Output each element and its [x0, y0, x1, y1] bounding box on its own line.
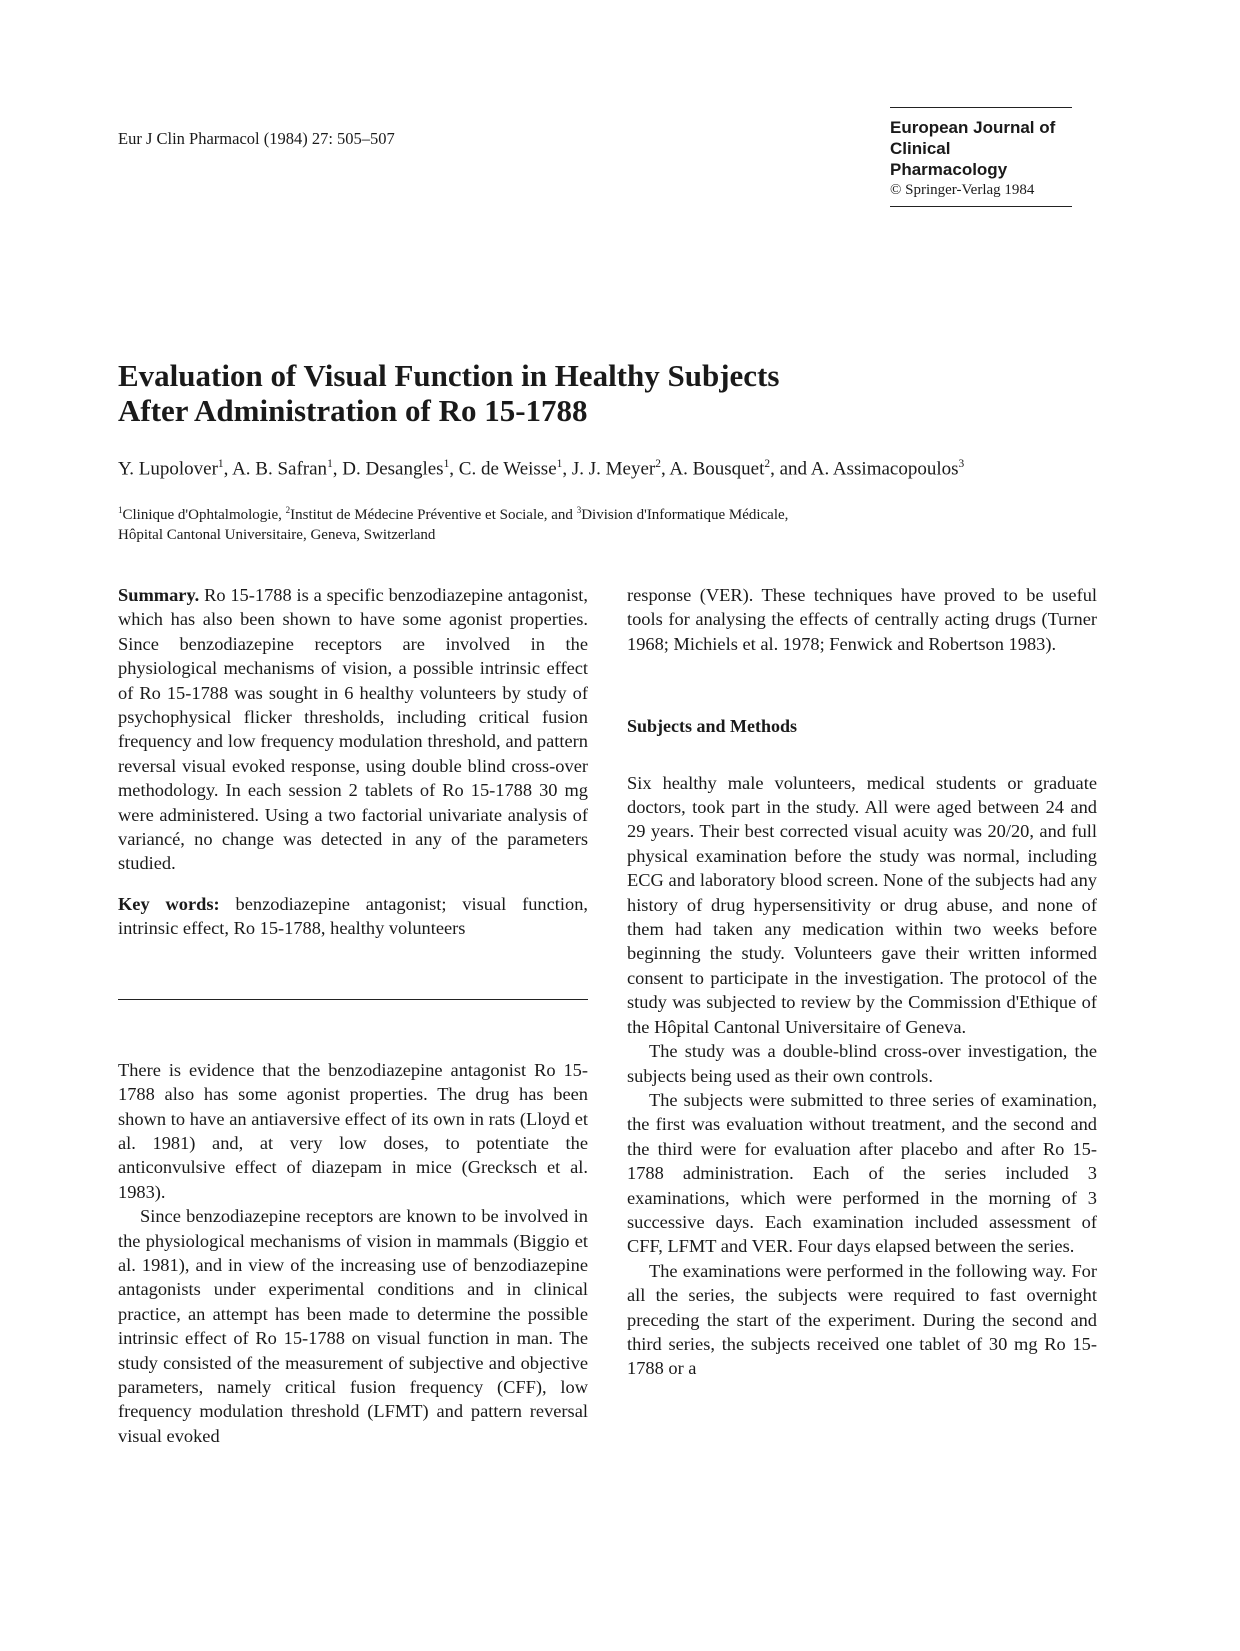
- author-name: A. B. Safran: [232, 458, 328, 480]
- affiliations-line1: [118, 500, 788, 525]
- affiliation-mark: 1: [217, 458, 224, 470]
- journal-masthead: [890, 107, 1072, 207]
- affiliation-mark: 1: [118, 505, 123, 515]
- affiliation-mark: 2: [764, 458, 771, 470]
- methods-paragraph-3: The subjects were submitted to three series of examination, the first was evaluation without treatment, and the second and the third were for evaluation after placebo and after Ro 15-1788 administration. Each of the series included 3 examinations, which were performed in the morning of 3 successive days. Each examination included assessment of CFF, LFMT and VER. Four days elapsed between the series.: [627, 1089, 1097, 1257]
- keywords-text: benzodiazepine antagonist; visual function, intrinsic effect, Ro 15-1788, healthy volunteers: [118, 893, 588, 939]
- affiliations-line2: Hôpital Cantonal Universitaire, Geneva, Switzerland: [118, 527, 436, 543]
- keywords-paragraph: [118, 892, 588, 941]
- author-separator: ,: [332, 458, 343, 480]
- affiliation-mark: 1: [327, 458, 333, 470]
- left-column: [118, 583, 588, 1448]
- affiliation-2: Institut de Médecine Préventive et Sociale, and: [290, 507, 577, 523]
- intro-paragraph-continued: response (VER). These techniques have proved to be useful tools for analysing the effects of centrally acting drugs (Turner 1968; Michiels et al. 1978; Fenwick and Robertson 1983).: [627, 585, 1097, 654]
- summary-paragraph: [118, 583, 588, 876]
- article-title-line1: Evaluation of Visual Function in Healthy Subjects: [118, 358, 780, 393]
- abstract-divider: [118, 999, 588, 1000]
- affiliation-mark: 1: [556, 458, 563, 470]
- author-conjunction: and: [779, 458, 811, 480]
- author-name: D. Desangles: [342, 458, 444, 480]
- author-name: J. J. Meyer: [571, 458, 656, 480]
- masthead-bottom-rule: [890, 206, 1072, 207]
- author-name: C. de Weisse: [458, 458, 557, 480]
- summary-label: Summary.: [118, 585, 200, 605]
- affiliation-mark: 1: [443, 458, 450, 470]
- author-name: A. Assimacopoulos: [810, 458, 959, 480]
- journal-name-line2: Clinical Pharmacology: [890, 139, 1008, 179]
- article-title: [118, 358, 779, 428]
- article-title-line2: After Administration of Ro 15-1788: [118, 393, 588, 428]
- copyright-notice: © Springer-Verlag 1984: [890, 182, 1035, 198]
- affiliation-mark: 2: [655, 458, 661, 470]
- methods-paragraph-2: The study was a double-blind cross-over investigation, the subjects being used as their own controls.: [627, 1041, 1097, 1086]
- section-heading-methods: Subjects and Methods: [627, 716, 798, 737]
- right-column: [627, 583, 1097, 1381]
- author-separator: ,: [562, 458, 572, 480]
- author-separator: ,: [449, 458, 459, 480]
- methods-paragraph-1: Six healthy male volunteers, medical students or graduate doctors, took part in the study. All were aged between 24 and 29 years. Their best corrected visual acuity was 20/20, and full physical examination before the study was normal, including ECG and laboratory blood screen. None of the subjects had any history of drug hypersensitivity or drug abuse, and none of them had taken any medication within two weeks before beginning the study. Volunteers gave their written informed consent to participate in the investigation. The protocol of the study was subjected to review by the Commission d'Ethique of the Hôpital Cantonal Universitaire of Geneva.: [627, 772, 1097, 1037]
- affiliation-mark: 3: [958, 458, 965, 470]
- intro-paragraph-1: There is evidence that the benzodiazepine antagonist Ro 15-1788 also has some agonist properties. The drug has been shown to have an antiaversive effect of its own in rats (Lloyd et al. 1981) and, at very low doses, to potentiate the anticonvulsive effect of diazepam in mice (Grecksch et al. 1983).: [118, 1059, 588, 1202]
- summary-text: Ro 15-1788 is a specific benzodiazepine antagonist, which has also been shown to have some agonist properties. Since benzodiazepine receptors are involved in the physiological mechanisms of vision, a possible intrinsic effect of Ro 15-1788 was sought in 6 healthy volunteers by study of psychophysical flicker thresholds, including critical fusion frequency and low frequency modulation threshold, and pattern reversal visual evoked response, using double blind cross-over methodology. In each session 2 tablets of Ro 15-1788 30 mg were administered. Using a two factorial univariate analysis of variancé, no change was detected in any of the parameters studied.: [118, 585, 588, 874]
- author-separator: ,: [770, 458, 780, 480]
- methods-paragraph-4: The examinations were performed in the following way. For all the series, the subjects were required to fast overnight preceding the start of the experiment. During the second and third series, the subjects received one tablet of 30 mg Ro 15-1788 or a: [627, 1260, 1097, 1379]
- masthead-top-rule: [890, 107, 1072, 108]
- author-name: Y. Lupolover: [118, 458, 218, 480]
- intro-paragraph-2: Since benzodiazepine receptors are known to be involved in the physiological mechanisms of vision in mammals (Biggio et al. 1981), and in view of the increasing use of benzodiazepine antagonists under experimental conditions and in clinical practice, an attempt has been made to determine the possible intrinsic effect of Ro 15-1788 on visual function in man. The study consisted of the measurement of subjective and objective parameters, namely critical fusion frequency (CFF), low frequency modulation threshold (LFMT) and pattern reversal visual evoked: [118, 1206, 588, 1446]
- journal-citation: Eur J Clin Pharmacol (1984) 27: 505–507: [118, 129, 395, 148]
- author-list: [118, 458, 964, 480]
- affiliation-mark: 3: [576, 505, 582, 515]
- affiliation-mark: 2: [285, 505, 291, 515]
- journal-name-line1: European Journal of: [890, 118, 1056, 137]
- author-separator: ,: [223, 458, 233, 480]
- affiliation-3: Division d'Informatique Médicale,: [581, 507, 789, 523]
- affiliation-1: Clinique d'Ophtalmologie,: [122, 507, 286, 523]
- author-name: A. Bousquet: [669, 458, 765, 480]
- affiliations: [118, 500, 788, 545]
- author-separator: ,: [660, 458, 670, 480]
- keywords-label: Key words:: [118, 893, 220, 914]
- journal-name: [890, 117, 1072, 180]
